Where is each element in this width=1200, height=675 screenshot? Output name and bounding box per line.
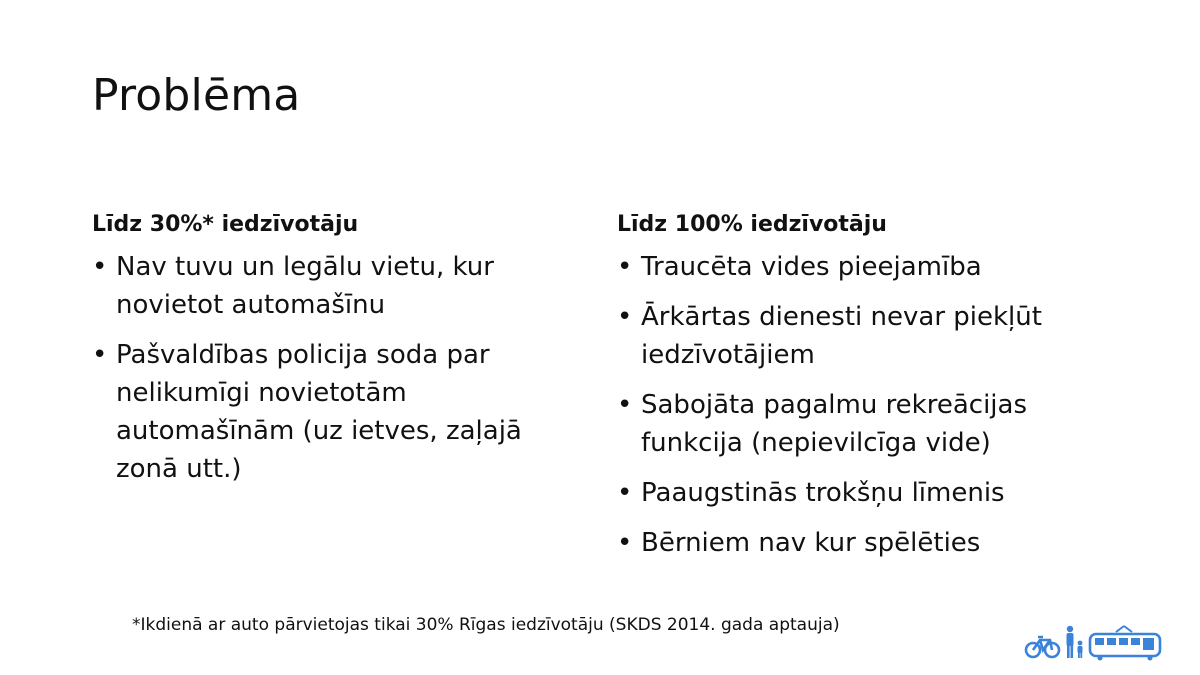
list-item-text: Paaugstinās trokšņu līmenis bbox=[641, 478, 1005, 508]
right-bullet-list bbox=[617, 248, 1137, 562]
pedestrians-icon bbox=[1067, 626, 1083, 658]
bullet-icon: • bbox=[617, 390, 633, 420]
tram-icon bbox=[1090, 626, 1160, 661]
list-item bbox=[617, 524, 1137, 562]
list-item bbox=[617, 386, 1137, 462]
transport-logo bbox=[1024, 622, 1164, 662]
right-column bbox=[617, 210, 1137, 574]
left-column-heading: Līdz 30%* iedzīvotāju bbox=[92, 212, 359, 237]
list-item-text: Pašvaldības policija soda par nelikumīgi novietotām automašīnām (uz ietves, zaļajā zonā utt.) bbox=[116, 340, 522, 484]
bicycle-icon bbox=[1026, 637, 1059, 657]
list-item bbox=[617, 248, 1137, 286]
footnote: *Ikdienā ar auto pārvietojas tikai 30% Rīgas iedzīvotāju (SKDS 2014. gada aptauja) bbox=[132, 615, 840, 635]
slide-title: Problēma bbox=[92, 70, 301, 121]
bullet-icon: • bbox=[617, 528, 633, 558]
bullet-icon: • bbox=[617, 478, 633, 508]
list-item bbox=[617, 298, 1137, 374]
list-item-text: Ārkārtas dienesti nevar piekļūt iedzīvotājiem bbox=[641, 302, 1042, 370]
bullet-icon: • bbox=[617, 252, 633, 282]
right-column-heading: Līdz 100% iedzīvotāju bbox=[617, 212, 887, 237]
list-item-text: Traucēta vides pieejamība bbox=[641, 252, 982, 282]
bullet-icon: • bbox=[92, 340, 108, 370]
bullet-icon: • bbox=[617, 302, 633, 332]
left-bullet-list bbox=[92, 248, 562, 488]
bullet-icon: • bbox=[92, 252, 108, 282]
list-item bbox=[92, 336, 562, 488]
list-item bbox=[92, 248, 562, 324]
list-item-text: Sabojāta pagalmu rekreācijas funkcija (nepievilcīga vide) bbox=[641, 390, 1028, 458]
list-item-text: Bērniem nav kur spēlēties bbox=[641, 528, 981, 558]
list-item-text: Nav tuvu un legālu vietu, kur novietot automašīnu bbox=[116, 252, 494, 320]
list-item bbox=[617, 474, 1137, 512]
left-column bbox=[92, 210, 562, 500]
